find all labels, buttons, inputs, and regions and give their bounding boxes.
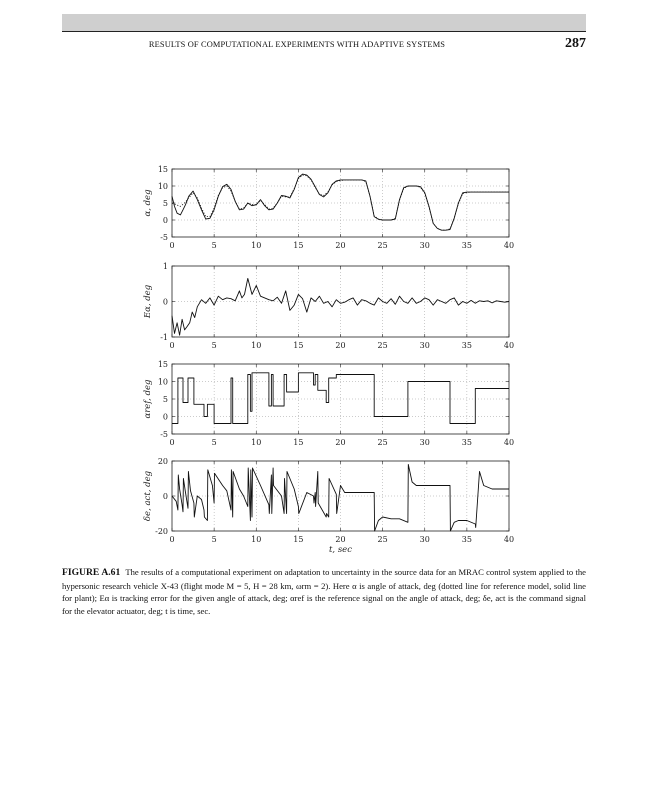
- y-tick-label: 5: [162, 395, 168, 404]
- running-head: RESULTS OF COMPUTATIONAL EXPERIMENTS WITH ADAPTIVE SYSTEMS: [148, 40, 446, 49]
- x-tick-label: 35: [461, 535, 472, 544]
- panel-4-ylabel: δe, act, deg: [143, 470, 153, 522]
- y-tick-label: 10: [157, 182, 168, 191]
- x-tick-label: 10: [251, 241, 262, 250]
- x-tick-label: 5: [211, 341, 217, 350]
- x-tick-label: 5: [211, 241, 217, 250]
- x-tick-label: 20: [335, 535, 346, 544]
- caption-text: The results of a computational experiment on adaptation to uncertainty in the source data for an MRAC control system applied to the hypersonic research vehicle X-43 (flight mode M = 5, H = 28 km, ωrm = 2). Here α is angle of attack, deg (dotted line for reference model, solid line for plant); Eα is tracking error for the given angle of attack, deg; αref is the reference signal on the angle of attack, deg; δe, act is the command signal for the elevator actuator, deg; t is time, sec.: [62, 567, 586, 616]
- x-tick-label: 25: [377, 438, 388, 447]
- caption-label: FIGURE A.61: [62, 567, 121, 578]
- y-tick-label: -5: [160, 430, 168, 439]
- y-tick-label: 5: [162, 199, 168, 208]
- x-tick-label: 15: [293, 535, 304, 544]
- y-tick-label: 15: [157, 360, 168, 369]
- x-tick-label: 35: [461, 438, 472, 447]
- x-tick-label: 20: [335, 241, 346, 250]
- x-tick-label: 0: [169, 438, 175, 447]
- x-tick-label: 25: [377, 535, 388, 544]
- y-tick-label: 0: [162, 412, 168, 422]
- x-tick-label: 0: [169, 535, 175, 544]
- panel-2-ylabel: Eα, deg: [143, 284, 153, 319]
- x-tick-label: 20: [335, 341, 346, 350]
- x-tick-label: 15: [293, 341, 304, 350]
- panel-4-xlabel: t, sec: [329, 545, 352, 555]
- y-tick-label: 10: [157, 377, 168, 387]
- x-tick-label: 40: [503, 535, 515, 544]
- figure-caption: [62, 566, 586, 617]
- y-tick-label: 0: [162, 216, 168, 225]
- x-tick-label: 40: [503, 341, 515, 350]
- y-tick-label: 1: [162, 262, 168, 271]
- y-tick-label: -20: [155, 527, 168, 536]
- x-tick-label: 40: [503, 241, 515, 250]
- y-tick-label: -5: [160, 233, 168, 242]
- y-tick-label: -1: [160, 333, 168, 342]
- x-tick-label: 25: [377, 341, 388, 350]
- x-tick-label: 30: [419, 535, 430, 544]
- x-tick-label: 30: [419, 341, 430, 350]
- x-tick-label: 35: [461, 341, 472, 350]
- x-tick-label: 20: [335, 438, 346, 447]
- y-tick-label: 15: [157, 165, 168, 174]
- x-tick-label: 10: [251, 438, 262, 447]
- y-tick-label: 20: [157, 457, 168, 466]
- x-tick-label: 30: [419, 438, 430, 447]
- y-tick-label: 0: [162, 297, 168, 307]
- x-tick-label: 35: [461, 241, 472, 250]
- x-tick-label: 5: [211, 535, 217, 544]
- panel-1-ylabel: α, deg: [143, 189, 153, 217]
- y-tick-label: 0: [162, 492, 168, 501]
- x-tick-label: 0: [169, 241, 175, 250]
- x-tick-label: 5: [211, 438, 217, 447]
- x-tick-label: 25: [377, 241, 388, 250]
- x-tick-label: 15: [293, 241, 304, 250]
- x-tick-label: 40: [503, 438, 515, 447]
- x-tick-label: 15: [293, 438, 304, 447]
- x-tick-label: 30: [419, 241, 430, 250]
- page-number: 287: [565, 36, 586, 51]
- x-tick-label: 10: [251, 535, 262, 544]
- x-tick-label: 0: [169, 341, 175, 350]
- x-tick-label: 10: [251, 341, 262, 350]
- panel-3-ylabel: αref, deg: [143, 379, 153, 419]
